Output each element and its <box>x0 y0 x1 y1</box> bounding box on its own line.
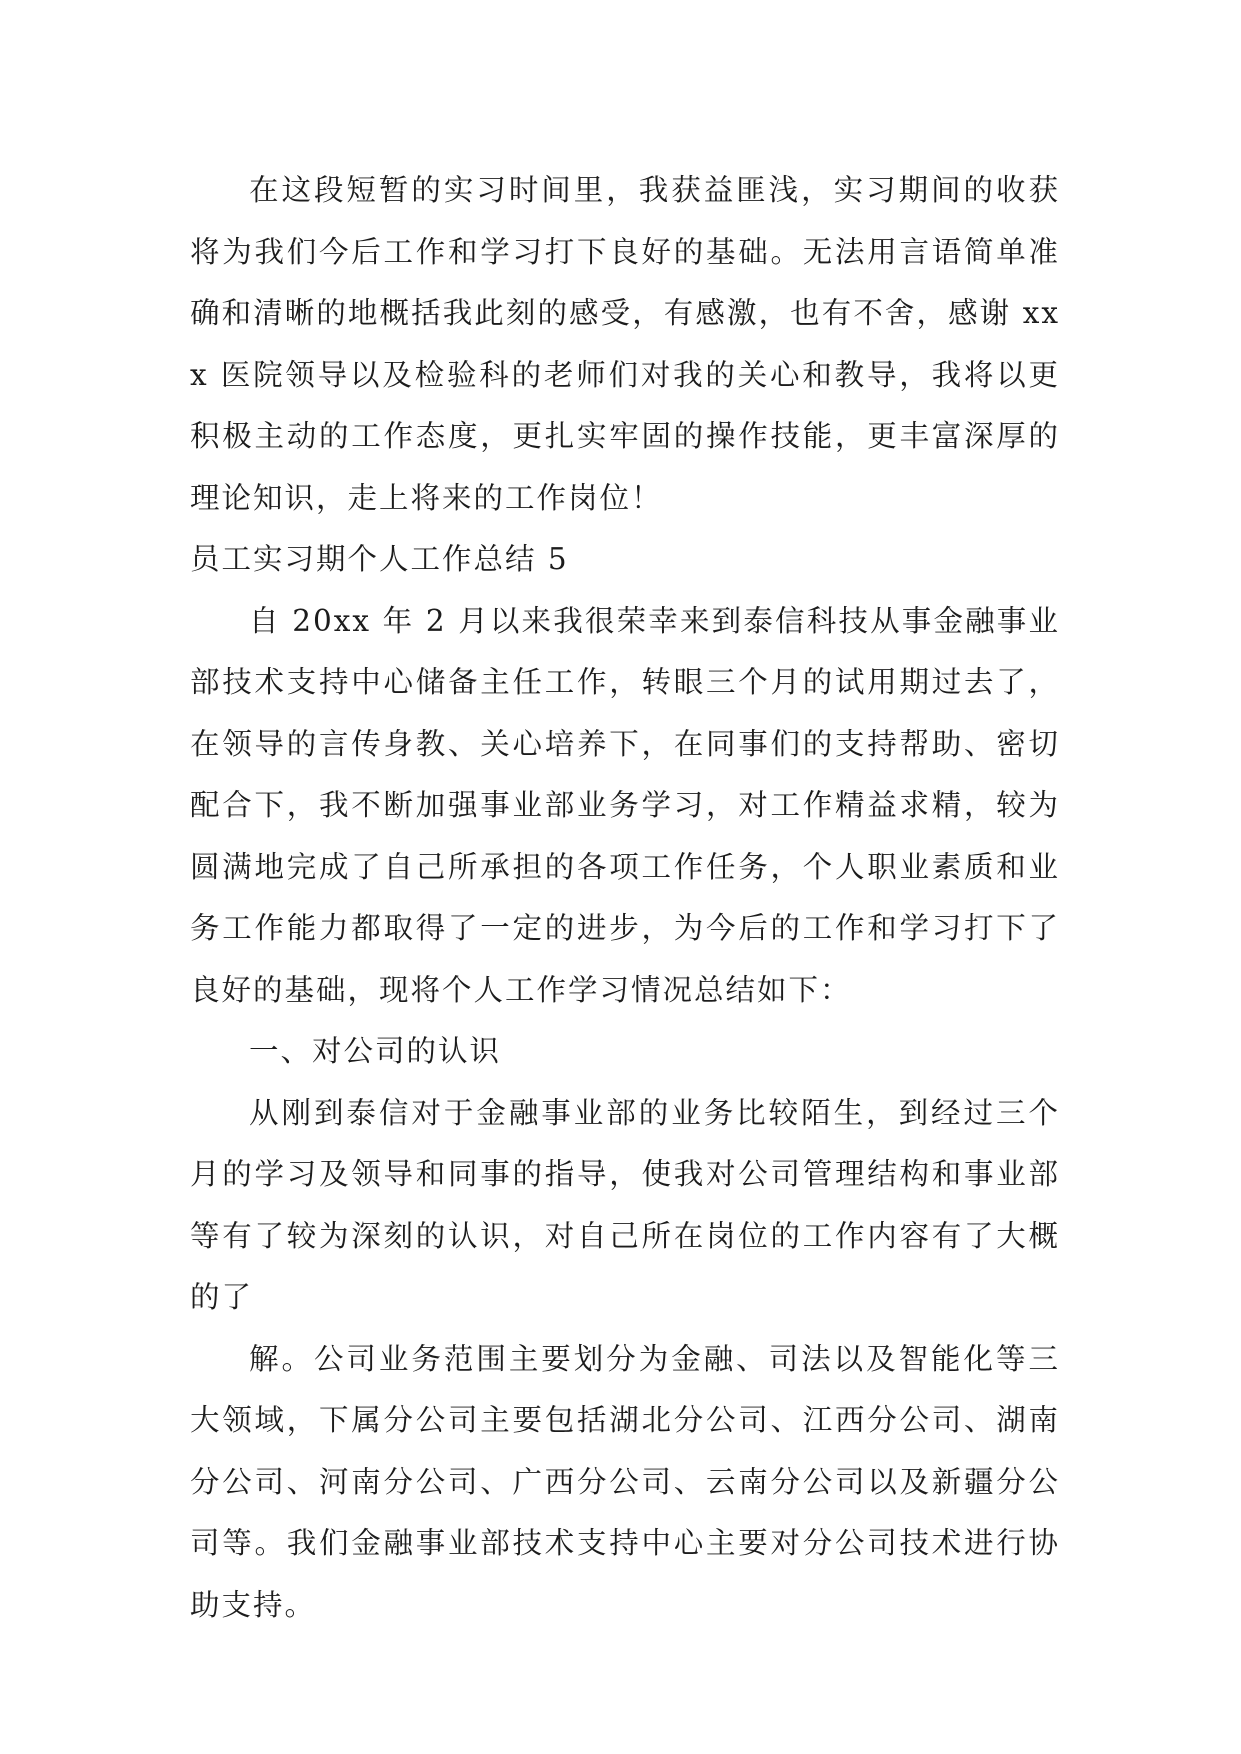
paragraph-business-scope: 解。公司业务范围主要划分为金融、司法以及智能化等三大领域，下属分公司主要包括湖北分公司、江西分公司、湖南分公司、河南分公司、广西分公司、云南分公司以及新疆分公司等。我们金融事业部技术支持中心主要对分公司技术进行协助支持。 <box>190 1341 1060 1622</box>
document-body <box>190 160 1060 1636</box>
subheading-company-understanding: 一、对公司的认识 <box>249 1034 502 1068</box>
paragraph-internship-gains: 在这段短暂的实习时间里，我获益匪浅，实习期间的收获将为我们今后工作和学习打下良好的基础。无法用言语简单准确和清晰的地概括我此刻的感受，有感激，也有不舍，感谢 xxx 医院领导以及检验科的老师们对我的关心和教导，我将以更积极主动的工作态度，更扎实牢固的操作技能，更丰富深厚的理论知识，走上将来的工作岗位！ <box>190 173 1060 515</box>
paragraph-company-structure: 从刚到泰信对于金融事业部的业务比较陌生，到经过三个月的学习及领导和同事的指导，使我对公司管理结构和事业部等有了较为深刻的认识，对自己所在岗位的工作内容有了大概的了 <box>190 1095 1060 1314</box>
paragraph-intro: 自 20xx 年 2 月以来我很荣幸来到泰信科技从事金融事业部技术支持中心储备主任工作，转眼三个月的试用期过去了，在领导的言传身教、关心培养下，在同事们的支持帮助、密切配合下，我不断加强事业部业务学习，对工作精益求精，较为圆满地完成了自己所承担的各项工作任务，个人职业素质和业务工作能力都取得了一定的进步，为今后的工作和学习打下了良好的基础，现将个人工作学习情况总结如下： <box>190 603 1060 1007</box>
section-title-summary-5: 员工实习期个人工作总结 5 <box>190 542 569 576</box>
